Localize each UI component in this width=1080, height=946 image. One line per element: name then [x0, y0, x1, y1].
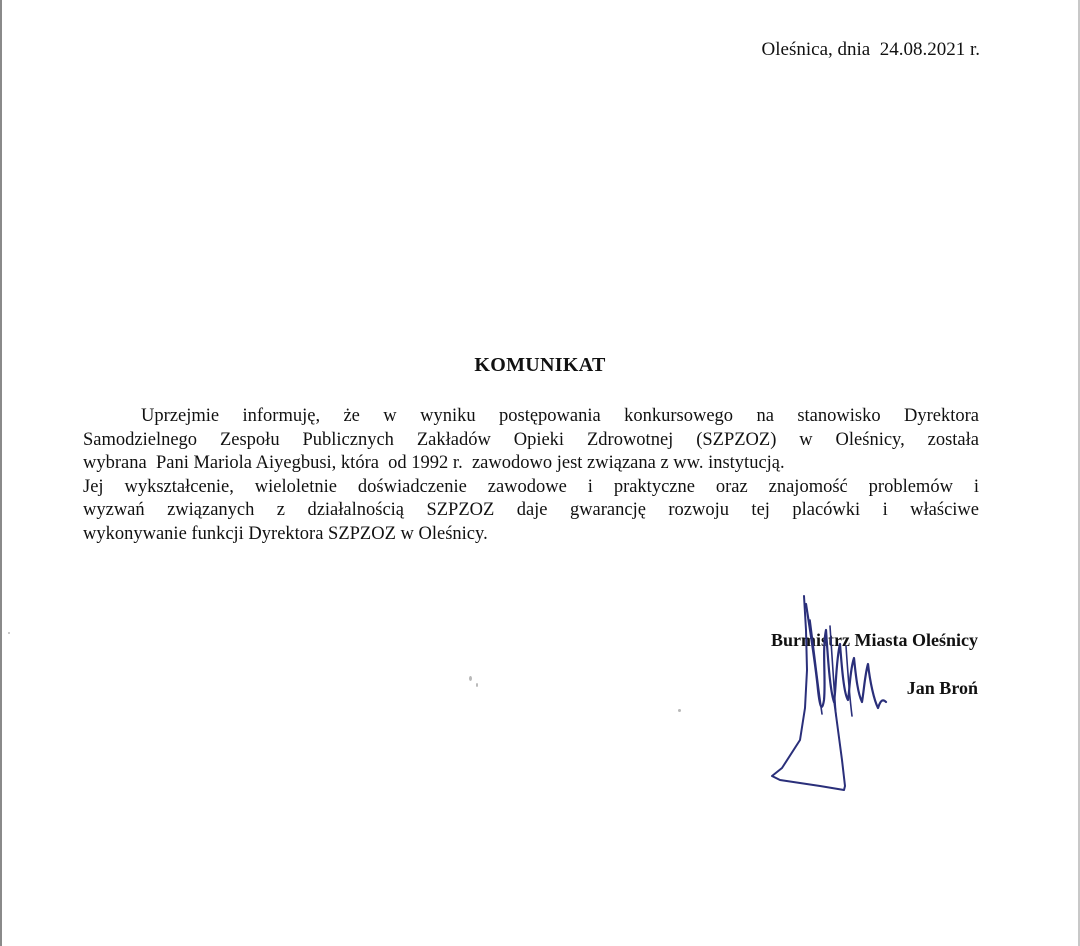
page-left-edge	[0, 0, 2, 946]
signatory-office: Burmistrz Miasta Oleśnicy	[771, 630, 978, 650]
paper-speck	[469, 676, 472, 681]
paper-speck	[678, 709, 681, 712]
body-line: wykonywanie funkcji Dyrektora SZPZOZ w Oleśnicy.	[83, 523, 488, 544]
body-line: Jej wykształcenie, wieloletnie doświadczenie zawodowe i praktyczne oraz znajomość problemów i	[83, 476, 979, 497]
body-line: wybrana Pani Mariola Aiyegbusi, która od 1992 r. zawodowo jest związana z ww. instytucją.	[83, 453, 785, 473]
document-title: KOMUNIKAT	[474, 354, 606, 376]
paper-speck	[8, 632, 10, 634]
body-line: Samodzielnego Zespołu Publicznych Zakładów Opieki Zdrowotnej (SZPZOZ) w Oleśnicy, została	[83, 429, 979, 450]
body-line: Uprzejmie informuję, że w wyniku postępowania konkursowego na stanowisko Dyrektora	[141, 406, 979, 426]
body-line: wyzwań związanych z działalnością SZPZOZ daje gwarancję rozwoju tej placówki i właściwe	[83, 500, 979, 520]
signatory-name: Jan Broń	[906, 678, 978, 698]
place-and-date: Oleśnica, dnia 24.08.2021 r.	[761, 39, 980, 60]
announcement-body	[83, 405, 979, 546]
paper-speck	[476, 683, 478, 687]
handwritten-signature	[760, 590, 900, 800]
